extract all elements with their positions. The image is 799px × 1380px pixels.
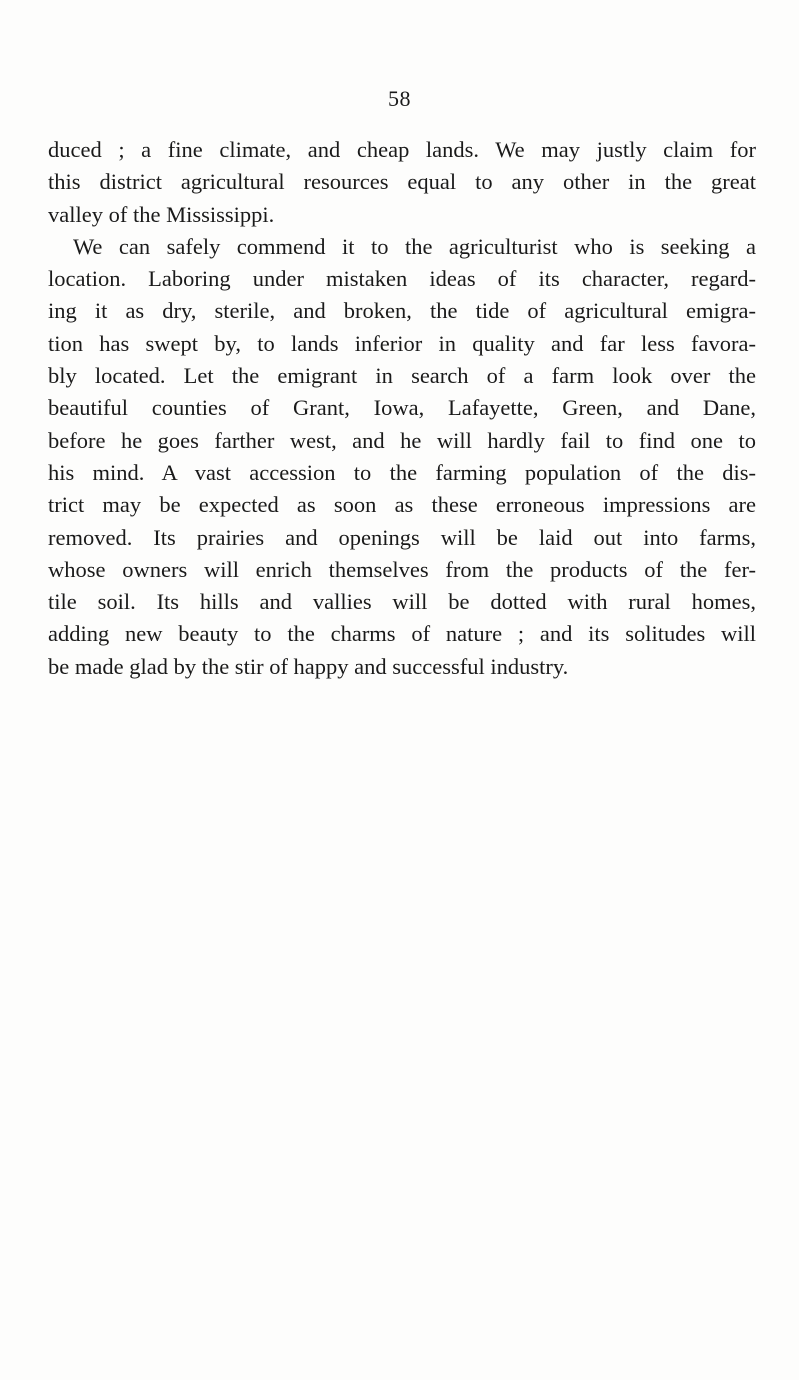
text-line: adding new beauty to the charms of nature ; and its solitudes will [48,621,756,647]
text-line: ing it as dry, sterile, and broken, the tide of agricultural emigra- [48,298,756,324]
text-line: be made glad by the stir of happy and successful industry. [48,653,569,679]
text-line: before he goes farther west, and he will hardly fail to find one to [48,427,756,453]
text-line: whose owners will enrich themselves from the products of the fer- [48,556,756,582]
body-text [48,134,756,683]
text-line: this district agricultural resources equal to any other in the great [48,169,756,195]
text-line: removed. Its prairies and openings will be laid out into farms, [48,524,756,550]
page-number: 58 [388,86,411,111]
text-line: location. Laboring under mistaken ideas of its character, regard- [48,266,756,292]
paragraph [48,231,756,683]
text-line: tion has swept by, to lands inferior in quality and far less favora- [48,330,756,356]
text-line: duced ; a fine climate, and cheap lands. We may justly claim for [48,137,756,162]
paragraph [48,134,756,231]
text-line: his mind. A vast accession to the farming population of the dis- [48,459,756,485]
text-line: beautiful counties of Grant, Iowa, Lafayette, Green, and Dane, [48,395,756,421]
text-line: tile soil. Its hills and vallies will be dotted with rural homes, [48,589,756,615]
text-line: bly located. Let the emigrant in search of a farm look over the [48,363,756,389]
text-line: We can safely commend it to the agriculturist who is seeking a [73,233,756,259]
text-line: valley of the Mississippi. [48,201,275,227]
text-line: trict may be expected as soon as these erroneous impressions are [48,492,756,518]
